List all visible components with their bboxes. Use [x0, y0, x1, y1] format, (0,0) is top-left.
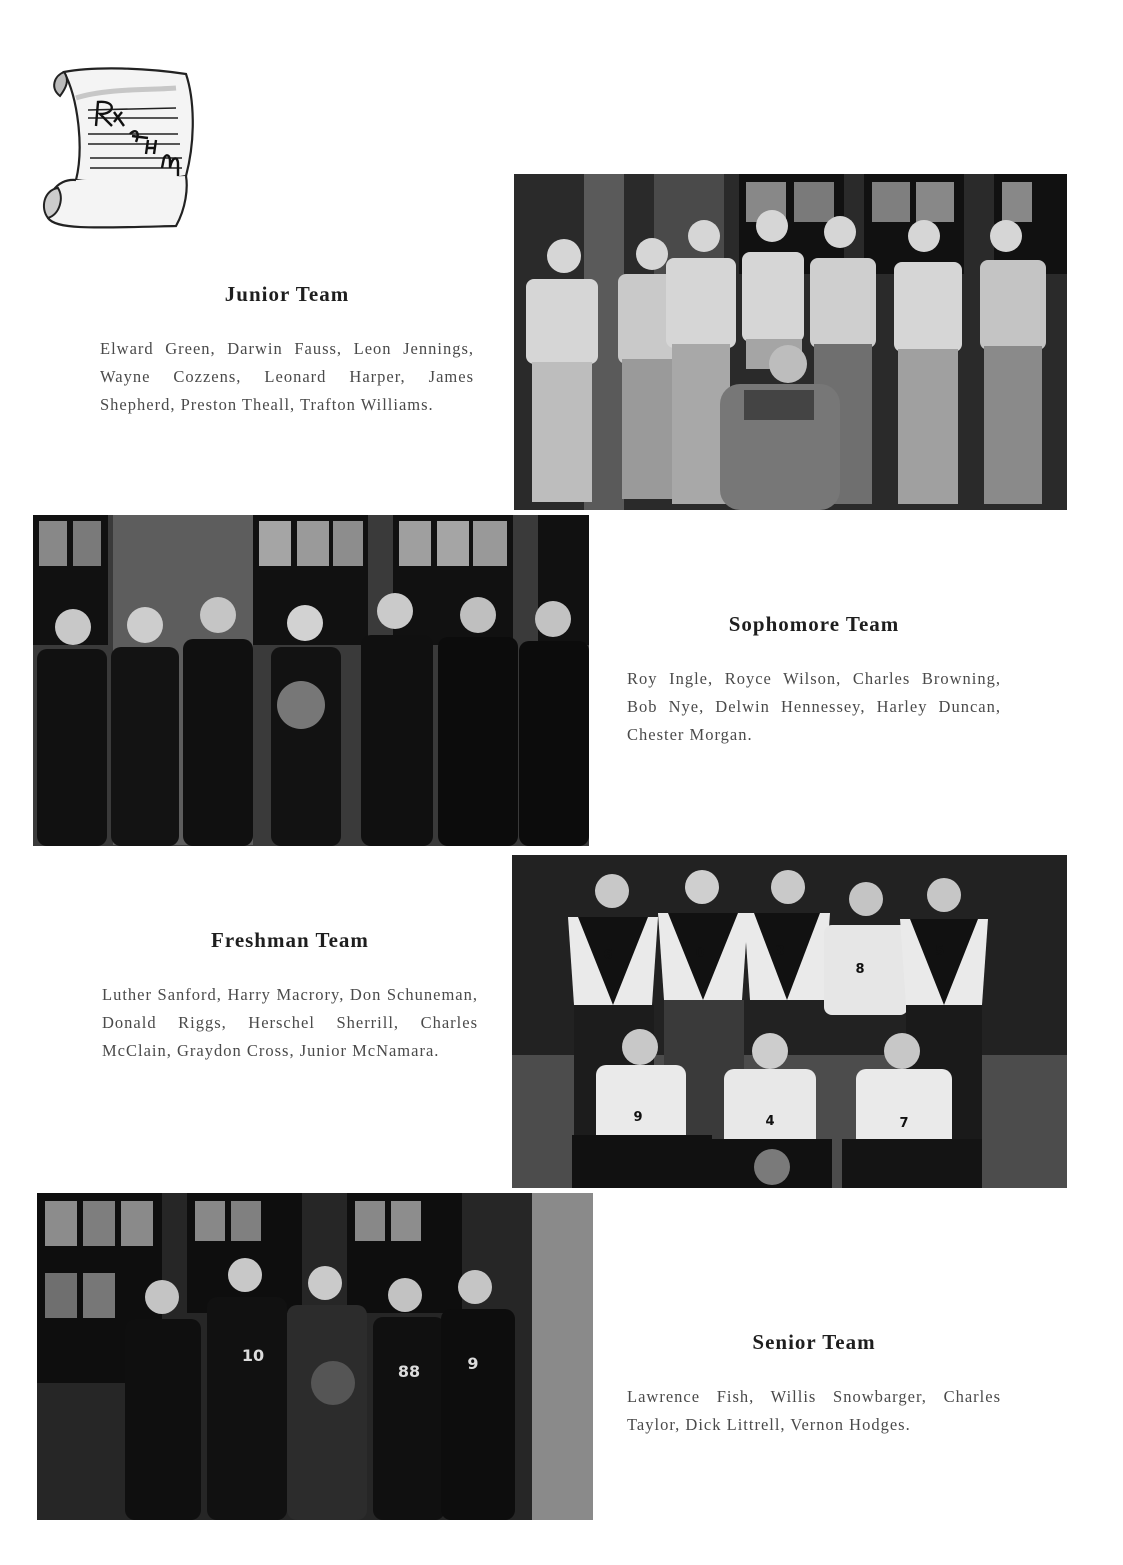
- senior-team-names: Lawrence Fish, Willis Snowbarger, Charles Taylor, Dick Littrell, Vernon Hodges.: [627, 1387, 1001, 1434]
- jersey-number: 88: [397, 1362, 421, 1381]
- scroll-icon: [36, 58, 198, 236]
- jersey-number: 4: [765, 1114, 775, 1129]
- sophomore-team-photo: [33, 515, 589, 846]
- jersey-number: 3: [775, 944, 785, 959]
- jersey-number: 0: [695, 946, 705, 961]
- jersey-number: 7: [899, 1116, 909, 1131]
- freshman-team-photo: [512, 855, 1067, 1188]
- jersey-number: 9: [467, 1354, 479, 1373]
- jersey-number: 5: [935, 944, 945, 959]
- senior-team-caption: [627, 1330, 1001, 1439]
- jersey-number: 10: [241, 1346, 265, 1365]
- junior-team-title: Junior Team: [224, 282, 350, 306]
- jersey-number: 8: [855, 962, 865, 977]
- jersey-number: 6: [603, 948, 613, 963]
- freshman-team-names: Luther Sanford, Harry Macrory, Don Schuneman, Donald Riggs, Herschel Sherrill, Charles McClain, Graydon Cross, Junior McNamara.: [102, 985, 478, 1060]
- freshman-team-title: Freshman Team: [211, 928, 369, 952]
- rhythm-scroll-logo: [36, 58, 198, 236]
- senior-team-title: Senior Team: [752, 1330, 876, 1354]
- senior-team-photo: [37, 1193, 593, 1520]
- sophomore-team-caption: [627, 612, 1001, 749]
- jersey-number: 9: [633, 1110, 643, 1125]
- sophomore-team-title: Sophomore Team: [728, 612, 900, 636]
- sophomore-team-names: Roy Ingle, Royce Wilson, Charles Browning, Bob Nye, Delwin Hennessey, Harley Duncan, Chester Morgan.: [627, 669, 1001, 744]
- junior-team-caption: [100, 282, 474, 419]
- freshman-team-caption: [102, 928, 478, 1065]
- junior-team-photo: [514, 174, 1067, 510]
- junior-team-names: Elward Green, Darwin Fauss, Leon Jennings, Wayne Cozzens, Leonard Harper, James Shepherd, Preston Theall, Trafton Williams.: [100, 339, 474, 414]
